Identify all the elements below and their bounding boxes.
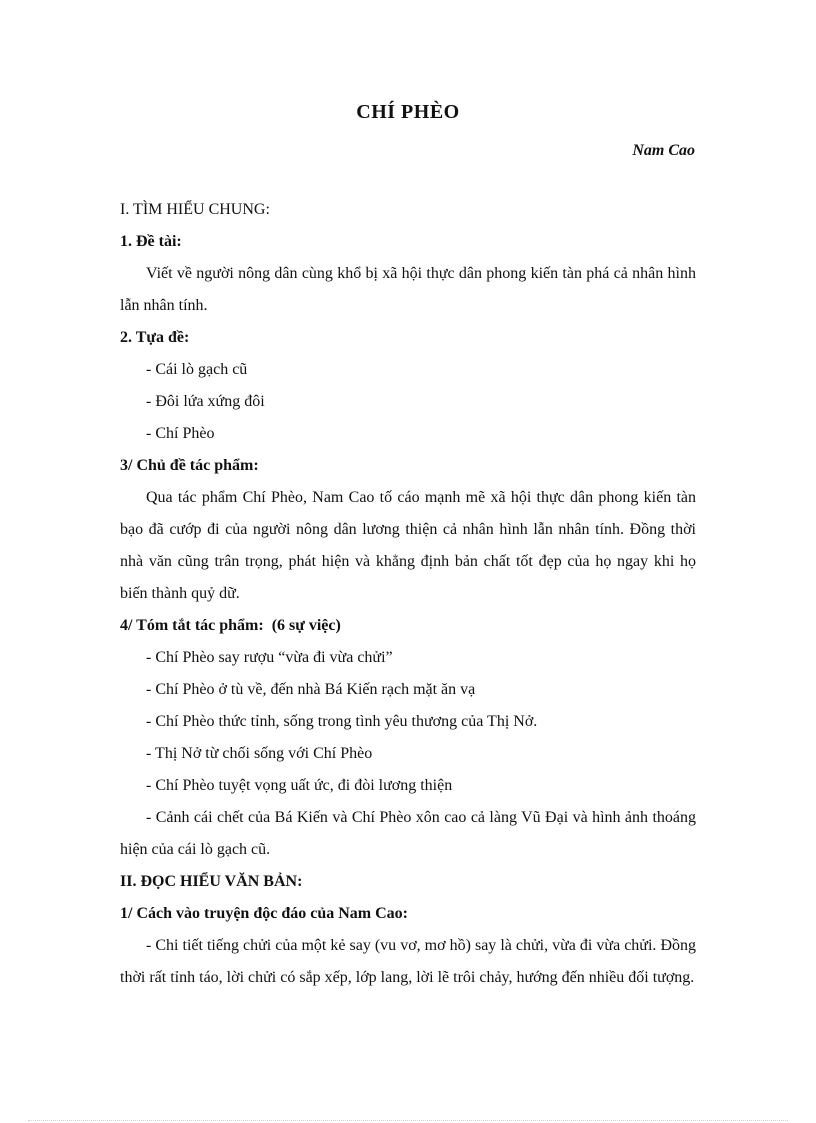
section-heading-general: I. TÌM HIỂU CHUNG:	[120, 201, 270, 218]
title-item: - Chí Phèo	[146, 425, 215, 442]
summary-item: - Chí Phèo ở tù về, đến nhà Bá Kiến rạch mặt ăn vạ	[146, 681, 476, 698]
summary-item: - Chí Phèo tuyệt vọng uất ức, đi đòi lương thiện	[146, 777, 453, 794]
summary-item: - Chí Phèo thức tỉnh, sống trong tình yêu thương của Thị Nở.	[146, 713, 538, 730]
summary-count: (6 sự việc)	[271, 617, 341, 634]
page-bottom-divider	[28, 1120, 788, 1121]
document-title: CHÍ PHÈO	[356, 101, 460, 123]
section-heading-reading: II. ĐỌC HIỂU VĂN BẢN:	[120, 873, 303, 890]
topic-heading: 1. Đề tài:	[120, 233, 182, 250]
topic-paragraph: Viết về người nông dân cùng khổ bị xã hội thực dân phong kiến tàn phá cả nhân hình lẫn nhân tính.	[120, 265, 696, 314]
summary-item: - Chí Phèo say rượu “vừa đi vừa chửi”	[146, 649, 393, 666]
summary-heading: 4/ Tóm tắt tác phẩm:	[120, 617, 264, 634]
theme-heading: 3/ Chủ đề tác phẩm:	[120, 457, 259, 474]
title-item: - Đôi lứa xứng đôi	[146, 393, 265, 410]
title-heading: 2. Tựa đề:	[120, 329, 190, 346]
document-body	[120, 194, 696, 994]
summary-item: - Thị Nở từ chối sống với Chí Phèo	[146, 745, 373, 762]
summary-item-last: - Cảnh cái chết của Bá Kiến và Chí Phèo xôn cao cả làng Vũ Đại và hình ảnh thoáng hiện của cái lò gạch cũ.	[120, 809, 696, 858]
opening-paragraph: - Chi tiết tiếng chửi của một kẻ say (vu vơ, mơ hồ) say là chửi, vừa đi vừa chửi. Đồng thời rất tỉnh táo, lời chửi có sắp xếp, lớp lang, lời lẽ trôi chảy, hướng đến nhiều đối tượng.	[120, 937, 696, 986]
title-item: - Cái lò gạch cũ	[146, 361, 248, 378]
document-author: Nam Cao	[632, 142, 695, 159]
theme-paragraph: Qua tác phẩm Chí Phèo, Nam Cao tố cáo mạnh mẽ xã hội thực dân phong kiến tàn bạo đã cướp đi của người nông dân lương thiện cả nhân hình lẫn nhân tính. Đồng thời nhà văn cũng trân trọng, phát hiện và khẳng định bản chất tốt đẹp của họ ngay khi họ biến thành quỷ dữ.	[120, 489, 696, 602]
subsection-heading-opening: 1/ Cách vào truyện độc đáo của Nam Cao:	[120, 905, 408, 922]
summary-heading-line	[120, 610, 696, 642]
